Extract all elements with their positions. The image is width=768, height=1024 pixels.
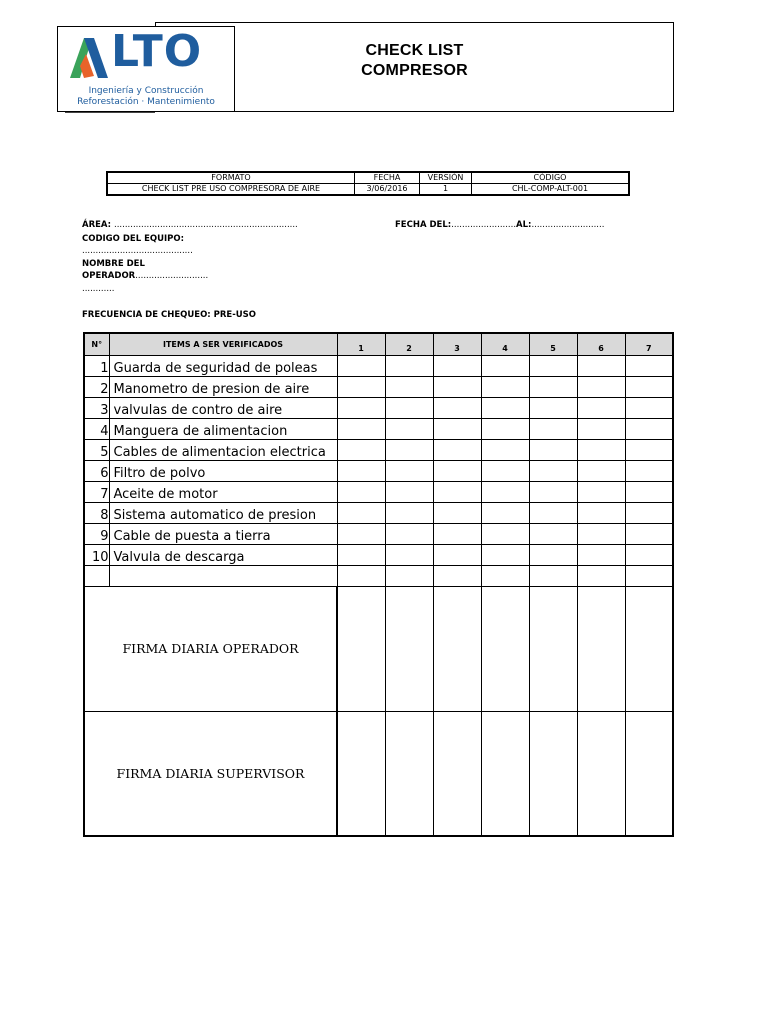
format-value-row [107, 184, 629, 196]
day-header: 5 [529, 333, 577, 355]
check-cell[interactable] [481, 439, 529, 460]
signature-cell[interactable] [529, 586, 577, 711]
nombre-dots: ........................... [135, 271, 209, 281]
day-header: 7 [625, 333, 673, 355]
item-row [84, 397, 673, 418]
codigo-value: CHL-COMP-ALT-001 [472, 184, 630, 196]
item-label: Filtro de polvo [109, 460, 337, 481]
check-cell[interactable] [385, 502, 433, 523]
check-cell[interactable] [337, 481, 385, 502]
signature-cell[interactable] [481, 711, 529, 836]
item-number: 10 [84, 544, 109, 565]
al-label: AL: [516, 220, 532, 230]
check-cell[interactable] [529, 418, 577, 439]
signature-cell[interactable] [577, 586, 625, 711]
check-cell[interactable] [481, 544, 529, 565]
day-header: 2 [385, 333, 433, 355]
col-no-header: N° [84, 333, 109, 355]
check-cell[interactable] [385, 544, 433, 565]
signature-cell[interactable] [433, 586, 481, 711]
codigo-equipo-label: CODIGO DEL EQUIPO: [82, 234, 185, 244]
check-cell[interactable] [385, 355, 433, 376]
check-cell[interactable] [433, 397, 481, 418]
check-cell[interactable] [433, 481, 481, 502]
item-number: 8 [84, 502, 109, 523]
area-dots: .................................................................... [114, 220, 298, 230]
nombre-label-2: OPERADOR [82, 271, 136, 281]
check-cell[interactable] [481, 355, 529, 376]
check-cell[interactable] [385, 439, 433, 460]
check-cell[interactable] [385, 565, 433, 586]
check-cell[interactable] [433, 376, 481, 397]
item-label: Manguera de alimentacion [109, 418, 337, 439]
check-cell[interactable] [625, 460, 673, 481]
signature-cell[interactable] [337, 711, 385, 836]
check-cell[interactable] [577, 481, 625, 502]
check-cell[interactable] [433, 502, 481, 523]
nombre-field [82, 271, 208, 281]
check-cell[interactable] [577, 376, 625, 397]
check-cell[interactable] [529, 460, 577, 481]
signature-cell[interactable] [385, 711, 433, 836]
item-rows [84, 355, 673, 565]
fecha-del-label: FECHA DEL: [395, 220, 452, 230]
check-cell[interactable] [337, 439, 385, 460]
signature-cell[interactable] [337, 586, 385, 711]
item-row [84, 376, 673, 397]
check-cell[interactable] [337, 418, 385, 439]
item-label: Valvula de descarga [109, 544, 337, 565]
check-cell[interactable] [577, 523, 625, 544]
check-cell[interactable] [337, 544, 385, 565]
check-cell[interactable] [385, 460, 433, 481]
item-label: Aceite de motor [109, 481, 337, 502]
item-row [84, 439, 673, 460]
check-cell[interactable] [625, 376, 673, 397]
check-cell[interactable] [577, 565, 625, 586]
check-cell[interactable] [337, 460, 385, 481]
empty-num-cell [84, 565, 109, 586]
check-cell[interactable] [385, 397, 433, 418]
signature-cell[interactable] [529, 711, 577, 836]
document-title-line2: COMPRESOR [361, 62, 468, 79]
check-cell[interactable] [529, 355, 577, 376]
check-cell[interactable] [577, 544, 625, 565]
check-cell[interactable] [625, 481, 673, 502]
item-number: 2 [84, 376, 109, 397]
item-label: Cables de alimentacion electrica [109, 439, 337, 460]
check-cell[interactable] [433, 439, 481, 460]
item-number: 6 [84, 460, 109, 481]
check-cell[interactable] [433, 355, 481, 376]
check-cell[interactable] [577, 397, 625, 418]
check-cell[interactable] [337, 397, 385, 418]
item-row [84, 502, 673, 523]
check-cell[interactable] [625, 523, 673, 544]
area-field [82, 220, 298, 230]
item-row [84, 355, 673, 376]
logo-subtitle-1: Ingeniería y Construcción [88, 86, 204, 96]
supervisor-signature-row [84, 711, 673, 836]
item-label: Guarda de seguridad de poleas [109, 355, 337, 376]
check-cell[interactable] [529, 523, 577, 544]
item-row [84, 481, 673, 502]
grid-header-row [84, 333, 673, 355]
fecha-dots-1: ........................ [451, 220, 517, 230]
check-cell[interactable] [625, 565, 673, 586]
item-number: 1 [84, 355, 109, 376]
check-cell[interactable] [529, 481, 577, 502]
check-cell[interactable] [481, 502, 529, 523]
format-header: FORMATO [107, 172, 355, 184]
check-cell[interactable] [385, 376, 433, 397]
checklist-grid [83, 332, 674, 837]
day-header: 3 [433, 333, 481, 355]
signature-cell[interactable] [625, 711, 673, 836]
check-cell[interactable] [337, 502, 385, 523]
item-number: 5 [84, 439, 109, 460]
version-header: VERSIÓN [420, 172, 472, 184]
check-cell[interactable] [481, 397, 529, 418]
check-cell[interactable] [481, 481, 529, 502]
col-items-header: ITEMS A SER VERIFICADOS [109, 333, 337, 355]
empty-row [84, 565, 673, 586]
check-cell[interactable] [481, 565, 529, 586]
logo-underline [65, 112, 155, 115]
empty-item-cell [109, 565, 337, 586]
item-row [84, 544, 673, 565]
check-cell[interactable] [385, 481, 433, 502]
signature-cell[interactable] [481, 586, 529, 711]
nombre-dots-2: ............ [82, 284, 115, 294]
item-row [84, 523, 673, 544]
check-cell[interactable] [625, 544, 673, 565]
check-cell[interactable] [529, 439, 577, 460]
check-cell[interactable] [433, 418, 481, 439]
check-cell[interactable] [529, 397, 577, 418]
fecha-value: 3/06/2016 [355, 184, 420, 196]
day-header: 1 [337, 333, 385, 355]
day-header: 6 [577, 333, 625, 355]
check-cell[interactable] [577, 355, 625, 376]
supervisor-signature-label: FIRMA DIARIA SUPERVISOR [84, 711, 337, 836]
signature-cell[interactable] [433, 711, 481, 836]
codigo-equipo-dots: ......................................... [82, 246, 193, 256]
check-cell[interactable] [337, 523, 385, 544]
check-cell[interactable] [385, 418, 433, 439]
operator-signature-label: FIRMA DIARIA OPERADOR [84, 586, 337, 711]
check-cell[interactable] [337, 565, 385, 586]
check-cell[interactable] [433, 544, 481, 565]
check-cell[interactable] [577, 460, 625, 481]
version-value: 1 [420, 184, 472, 196]
item-number: 4 [84, 418, 109, 439]
check-cell[interactable] [577, 502, 625, 523]
signature-cell[interactable] [385, 586, 433, 711]
item-number: 9 [84, 523, 109, 544]
check-cell[interactable] [529, 544, 577, 565]
check-cell[interactable] [433, 460, 481, 481]
fecha-range-field [395, 220, 604, 230]
check-cell[interactable] [385, 523, 433, 544]
check-cell[interactable] [433, 565, 481, 586]
check-cell[interactable] [625, 502, 673, 523]
item-number: 7 [84, 481, 109, 502]
codigo-header: CÓDIGO [472, 172, 630, 184]
check-cell[interactable] [625, 418, 673, 439]
document-title-line1: CHECK LIST [365, 42, 464, 59]
check-cell[interactable] [529, 376, 577, 397]
item-number: 3 [84, 397, 109, 418]
item-label: valvulas de contro de aire [109, 397, 337, 418]
check-cell[interactable] [625, 355, 673, 376]
item-label: Cable de puesta a tierra [109, 523, 337, 544]
item-label: Sistema automatico de presion [109, 502, 337, 523]
nombre-label-1: NOMBRE DEL [82, 259, 145, 269]
check-cell[interactable] [577, 418, 625, 439]
signature-cell[interactable] [625, 586, 673, 711]
format-value: CHECK LIST PRE USO COMPRESORA DE AIRE [107, 184, 355, 196]
item-row [84, 460, 673, 481]
check-cell[interactable] [337, 376, 385, 397]
check-cell[interactable] [529, 502, 577, 523]
format-table [106, 171, 630, 196]
logo-subtitle-2: Reforestación · Mantenimiento [77, 97, 215, 107]
check-cell[interactable] [625, 439, 673, 460]
signature-cell[interactable] [577, 711, 625, 836]
check-cell[interactable] [481, 418, 529, 439]
operator-signature-row [84, 586, 673, 711]
check-cell[interactable] [481, 376, 529, 397]
item-row [84, 418, 673, 439]
frecuencia-label: FRECUENCIA DE CHEQUEO: PRE-USO [82, 310, 257, 320]
check-cell[interactable] [481, 523, 529, 544]
check-cell[interactable] [625, 397, 673, 418]
check-cell[interactable] [529, 565, 577, 586]
day-header: 4 [481, 333, 529, 355]
area-label: ÁREA: [82, 220, 115, 230]
item-label: Manometro de presion de aire [109, 376, 337, 397]
format-header-row [107, 172, 629, 184]
check-cell[interactable] [433, 523, 481, 544]
fecha-header: FECHA [355, 172, 420, 184]
check-cell[interactable] [337, 355, 385, 376]
logo-text: LTO [111, 26, 203, 77]
check-cell[interactable] [481, 460, 529, 481]
check-cell[interactable] [577, 439, 625, 460]
fecha-dots-2: ........................... [531, 220, 605, 230]
